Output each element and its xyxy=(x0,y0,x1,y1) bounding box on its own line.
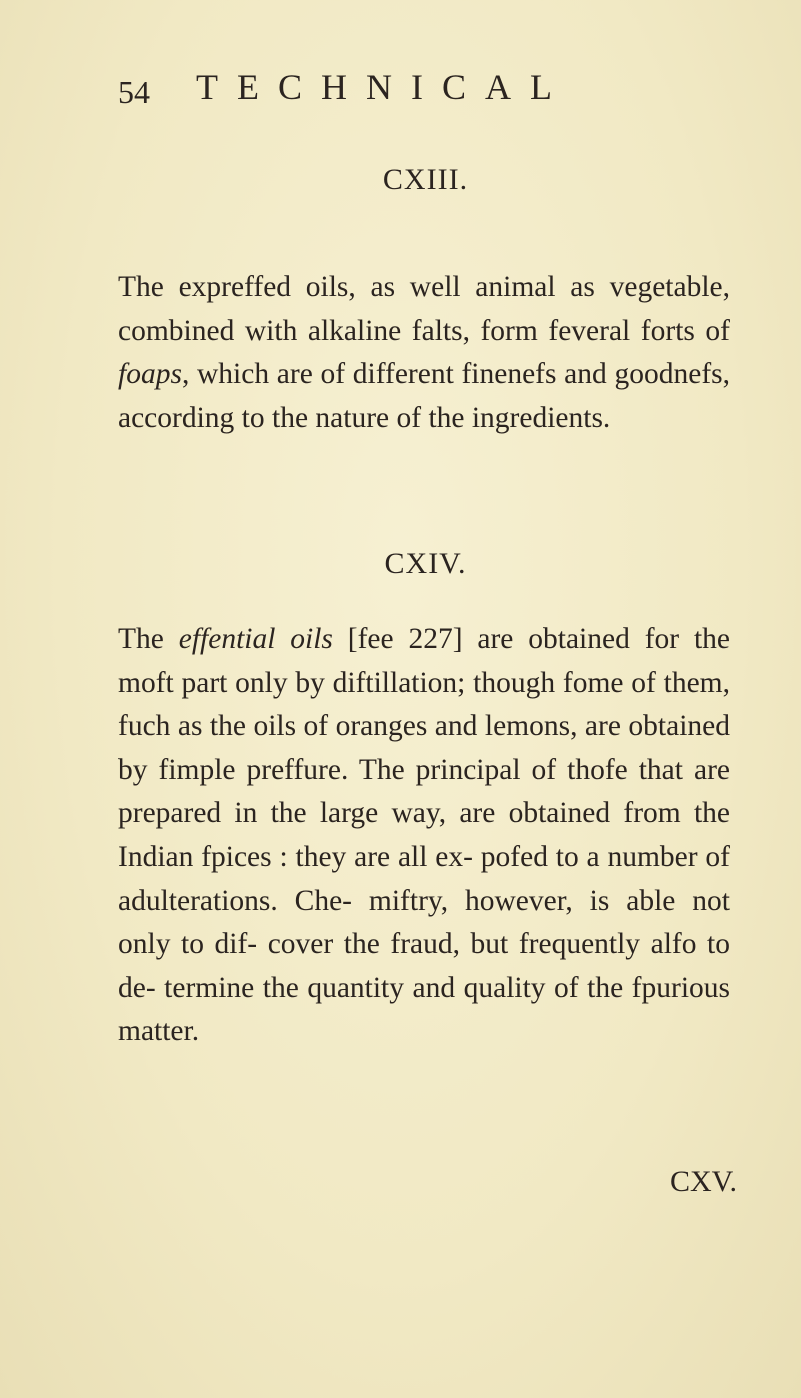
catchword: CXV. xyxy=(670,1165,737,1198)
paragraph-soaps xyxy=(118,266,730,440)
paragraph-essential-oils xyxy=(118,618,730,1054)
paragraph-text: [fee 227] are obtained for the moft part only by diftillation; though fome of them, fuch as the oils of oranges and lemons, are obtained by fimple preffure. The principal of thofe that are prepared in the large way, are obtained from the Indian fpices : they are all ex- pofed to a number of adulterations. Che- miftry, however, is able not only to dif- cover the fraud, but frequently alfo to de- termine the quantity and quality of the fpurious matter. xyxy=(118,623,730,1048)
paragraph-text: The expreffed oils, as well animal as vegetable, combined with alkaline falts, form feveral forts of xyxy=(118,271,730,347)
page-number: 54 xyxy=(118,74,150,110)
paragraph-text: The xyxy=(118,623,179,655)
page-header xyxy=(118,66,738,116)
running-head: TECHNICAL xyxy=(196,67,571,107)
italic-term: foaps xyxy=(118,358,182,391)
section-heading-cxiii: CXIII. xyxy=(382,163,469,196)
section-heading-cxiv: CXIV. xyxy=(384,547,467,580)
paragraph-text: , which are of different finenefs and goodnefs, according to the nature of the ingredients. xyxy=(118,358,730,434)
italic-term: effential oils xyxy=(178,623,333,655)
